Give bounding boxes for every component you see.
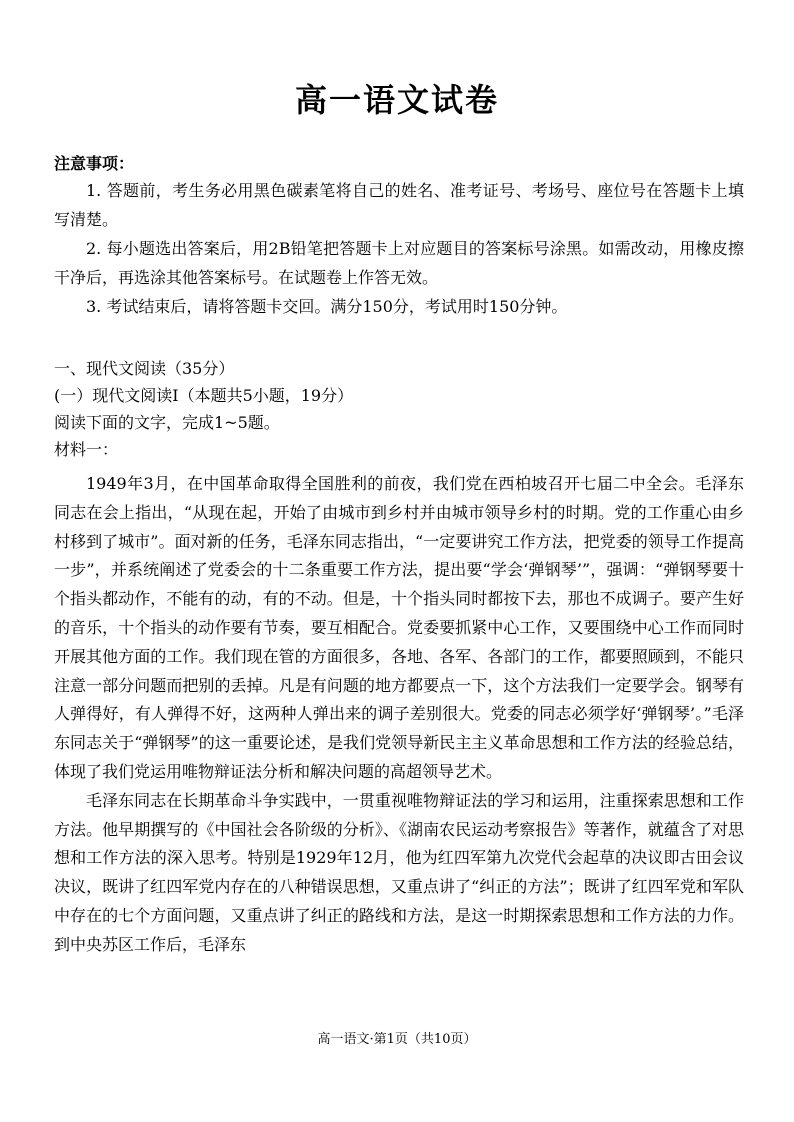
reading-instruction: 阅读下面的文字，完成1~5题。 [54,413,280,432]
page-title: 高一语文试卷 [294,81,499,119]
body-paragraph: 1949年3月，在中国革命取得全国胜利的前夜，我们党在西柏坡召开七届二中全会。毛泽东同志在会上指出，“从现在起，开始了由城市到乡村并由城市领导乡村的时期。党的工作重心由乡村移到了城市”。面对新的任务，毛泽东同志指出，“一定要讲究工作方法，把党委的领导工作提高一步”，并系统阐述了党委会的十二条重要工作方法，提出要“学会‘弹钢琴’”，强调：“弹钢琴要十个指头都动作，不能有的动，有的不动。但是，十个指头同时都按下去，那也不成调子。要产生好的音乐，十个指头的动作要有节奏，要互相配合。党委要抓紧中心工作，又要围绕中心工作而同时开展其他方面的工作。我们现在管的方面很多，各地、各军、各部门的工作，都要照顾到，不能只注意一部分问题而把别的丢掉。凡是有问题的地方都要点一下，这个方法我们一定要学会。钢琴有人弹得好，有人弹得不好，这两种人弹出来的调子差别很大。党委的同志必须学好‘弹钢琴’。”毛泽东同志关于“弹钢琴”的这一重要论述，是我们党领导新民主主义革命思想和工作方法的经验总结，体现了我们党运用唯物辩证法分析和解决问题的高超领导艺术。 [54,474,744,781]
section-header [54,355,744,463]
material-body [54,470,744,960]
section-subheading: (一）现代文阅读Ⅰ（本题共5小题，19分） [54,386,354,405]
notice-heading: 注意事项： [54,154,135,173]
section-heading: 一、现代文阅读（35分） [54,359,235,378]
notice-item: 2. 每小题选出答案后，用2B铅笔把答题卡上对应题目的答案标号涂黑。如需改动，用橡皮擦干净后，再选涂其他答案标号。在试题卷上作答无效。 [54,239,744,287]
notice-item: 3. 考试结束后，请将答题卡交回。满分150分，考试用时150分钟。 [86,297,568,316]
notice-item: 1. 答题前，考生务必用黑色碳素笔将自己的姓名、准考证号、考场号、座位号在答题卡上填写清楚。 [54,181,744,229]
notice-block [54,152,744,321]
material-label: 材料一： [54,440,119,459]
body-paragraph: 毛泽东同志在长期革命斗争实践中，一贯重视唯物辩证法的学习和运用，注重探索思想和工作方法。他早期撰写的《中国社会各阶级的分析》、《湖南农民运动考察报告》等著作，就蕴含了对思想和工作方法的深入思考。特别是1929年12月，他为红四军第九次党代会起草的决议即古田会议决议，既讲了红四军党内存在的八种错误思想，又重点讲了“纠正的方法”；既讲了红四军党和军队中存在的七个方面问题，又重点讲了纠正的路线和方法，是这一时期探索思想和工作方法的力作。到中央苏区工作后，毛泽东 [54,790,744,954]
page-footer: 高一语文·第1页（共10页） [317,1032,477,1047]
